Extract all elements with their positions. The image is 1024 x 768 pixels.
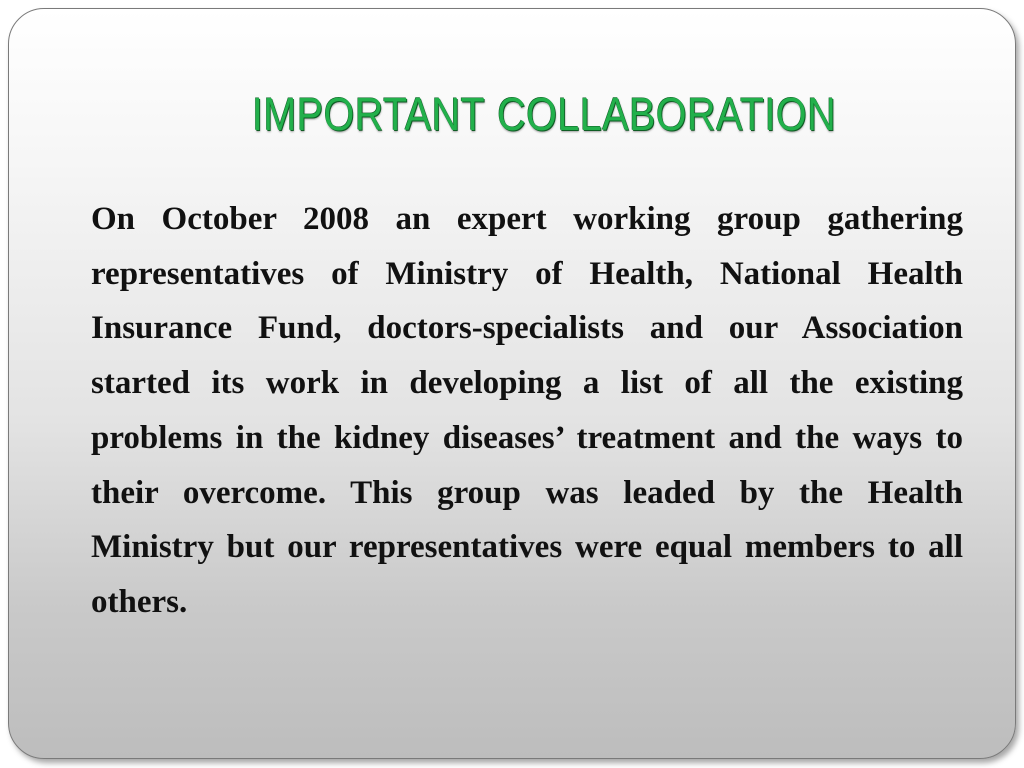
- slide-title-word-1: IMPORTANT: [251, 88, 486, 140]
- slide-title-word-2: COLLABORATION: [497, 88, 837, 140]
- slide-title: [84, 89, 1004, 140]
- slide-frame: [8, 8, 1016, 759]
- slide-body-text: On October 2008 an expert working group gathering representatives of Ministry of Health, National Health Insurance Fund, doctors-specialists and our Association started its work in developing a list of all the existing problems in the kidney diseases’ treatment and the ways to their overcome. This group was leaded by the Health Ministry but our representatives were equal members to all others.: [91, 201, 963, 620]
